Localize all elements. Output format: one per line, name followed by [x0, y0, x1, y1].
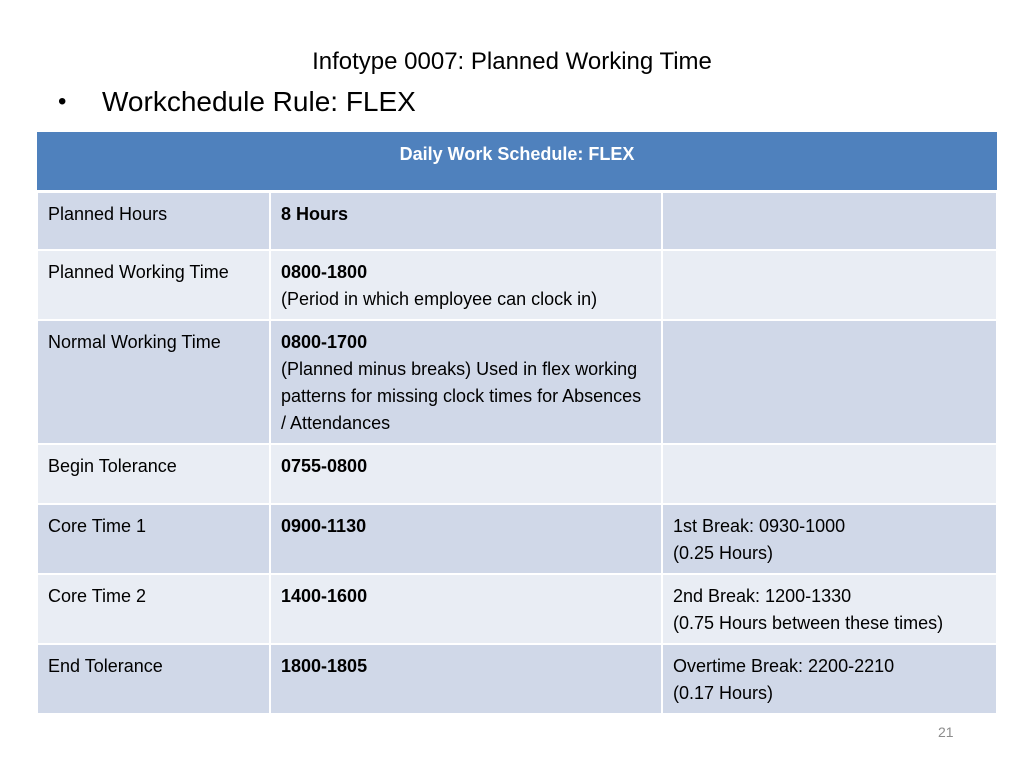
- bullet-text: Workchedule Rule: FLEX: [102, 86, 416, 117]
- row-extra-cell: [662, 191, 997, 250]
- table-header: Daily Work Schedule: FLEX: [37, 132, 997, 191]
- row-value-cell: [270, 444, 662, 504]
- row-label: Core Time 2: [37, 574, 270, 644]
- row-label: Planned Working Time: [37, 250, 270, 320]
- row-value: 0755-0800: [281, 456, 368, 476]
- row-label: Begin Tolerance: [37, 444, 270, 504]
- row-label: Core Time 1: [37, 504, 270, 574]
- bullet-item: [58, 86, 416, 118]
- row-value-cell: [270, 504, 662, 574]
- row-label: Normal Working Time: [37, 320, 270, 444]
- table-row: [37, 250, 997, 320]
- row-extra-cell: [662, 250, 997, 320]
- table-row: [37, 644, 997, 714]
- row-value-cell: [270, 644, 662, 714]
- break-note: (0.25 Hours): [673, 543, 774, 563]
- row-value-cell: [270, 191, 662, 250]
- break-label: 2nd Break: 1200-1330: [673, 586, 852, 606]
- row-value-cell: [270, 320, 662, 444]
- table-row: [37, 191, 997, 250]
- schedule-table: [36, 132, 998, 715]
- row-value: 8 Hours: [281, 203, 349, 224]
- row-extra-cell: [662, 444, 997, 504]
- row-value: 1400-1600: [281, 586, 368, 606]
- slide-title: Infotype 0007: Planned Working Time: [312, 48, 712, 75]
- row-value: 0900-1130: [281, 516, 367, 536]
- row-extra-cell: [662, 644, 997, 714]
- row-value-cell: [270, 574, 662, 644]
- break-note: (0.17 Hours): [673, 683, 774, 703]
- break-label: 1st Break: 0930-1000: [673, 516, 846, 536]
- table-header-row: [37, 132, 997, 191]
- row-value-note: (Period in which employee can clock in): [281, 289, 598, 309]
- table-row: [37, 574, 997, 644]
- row-extra-cell: [662, 504, 997, 574]
- row-extra-cell: [662, 574, 997, 644]
- page-number: 21: [938, 724, 954, 740]
- row-extra-cell: [662, 320, 997, 444]
- bullet-icon: •: [58, 88, 67, 115]
- row-label: End Tolerance: [37, 644, 270, 714]
- table-row: [37, 320, 997, 444]
- row-value-cell: [270, 250, 662, 320]
- break-note: (0.75 Hours between these times): [673, 613, 944, 633]
- row-label: Planned Hours: [37, 191, 270, 250]
- row-value: 0800-1700: [281, 332, 368, 352]
- row-value: 1800-1805: [281, 656, 368, 676]
- break-label: Overtime Break: 2200-2210: [673, 656, 895, 676]
- table-row: [37, 444, 997, 504]
- row-value-note: (Planned minus breaks) Used in flex working patterns for missing clock times for Absences / Attendances: [281, 359, 642, 433]
- row-value: 0800-1800: [281, 262, 368, 282]
- table-row: [37, 504, 997, 574]
